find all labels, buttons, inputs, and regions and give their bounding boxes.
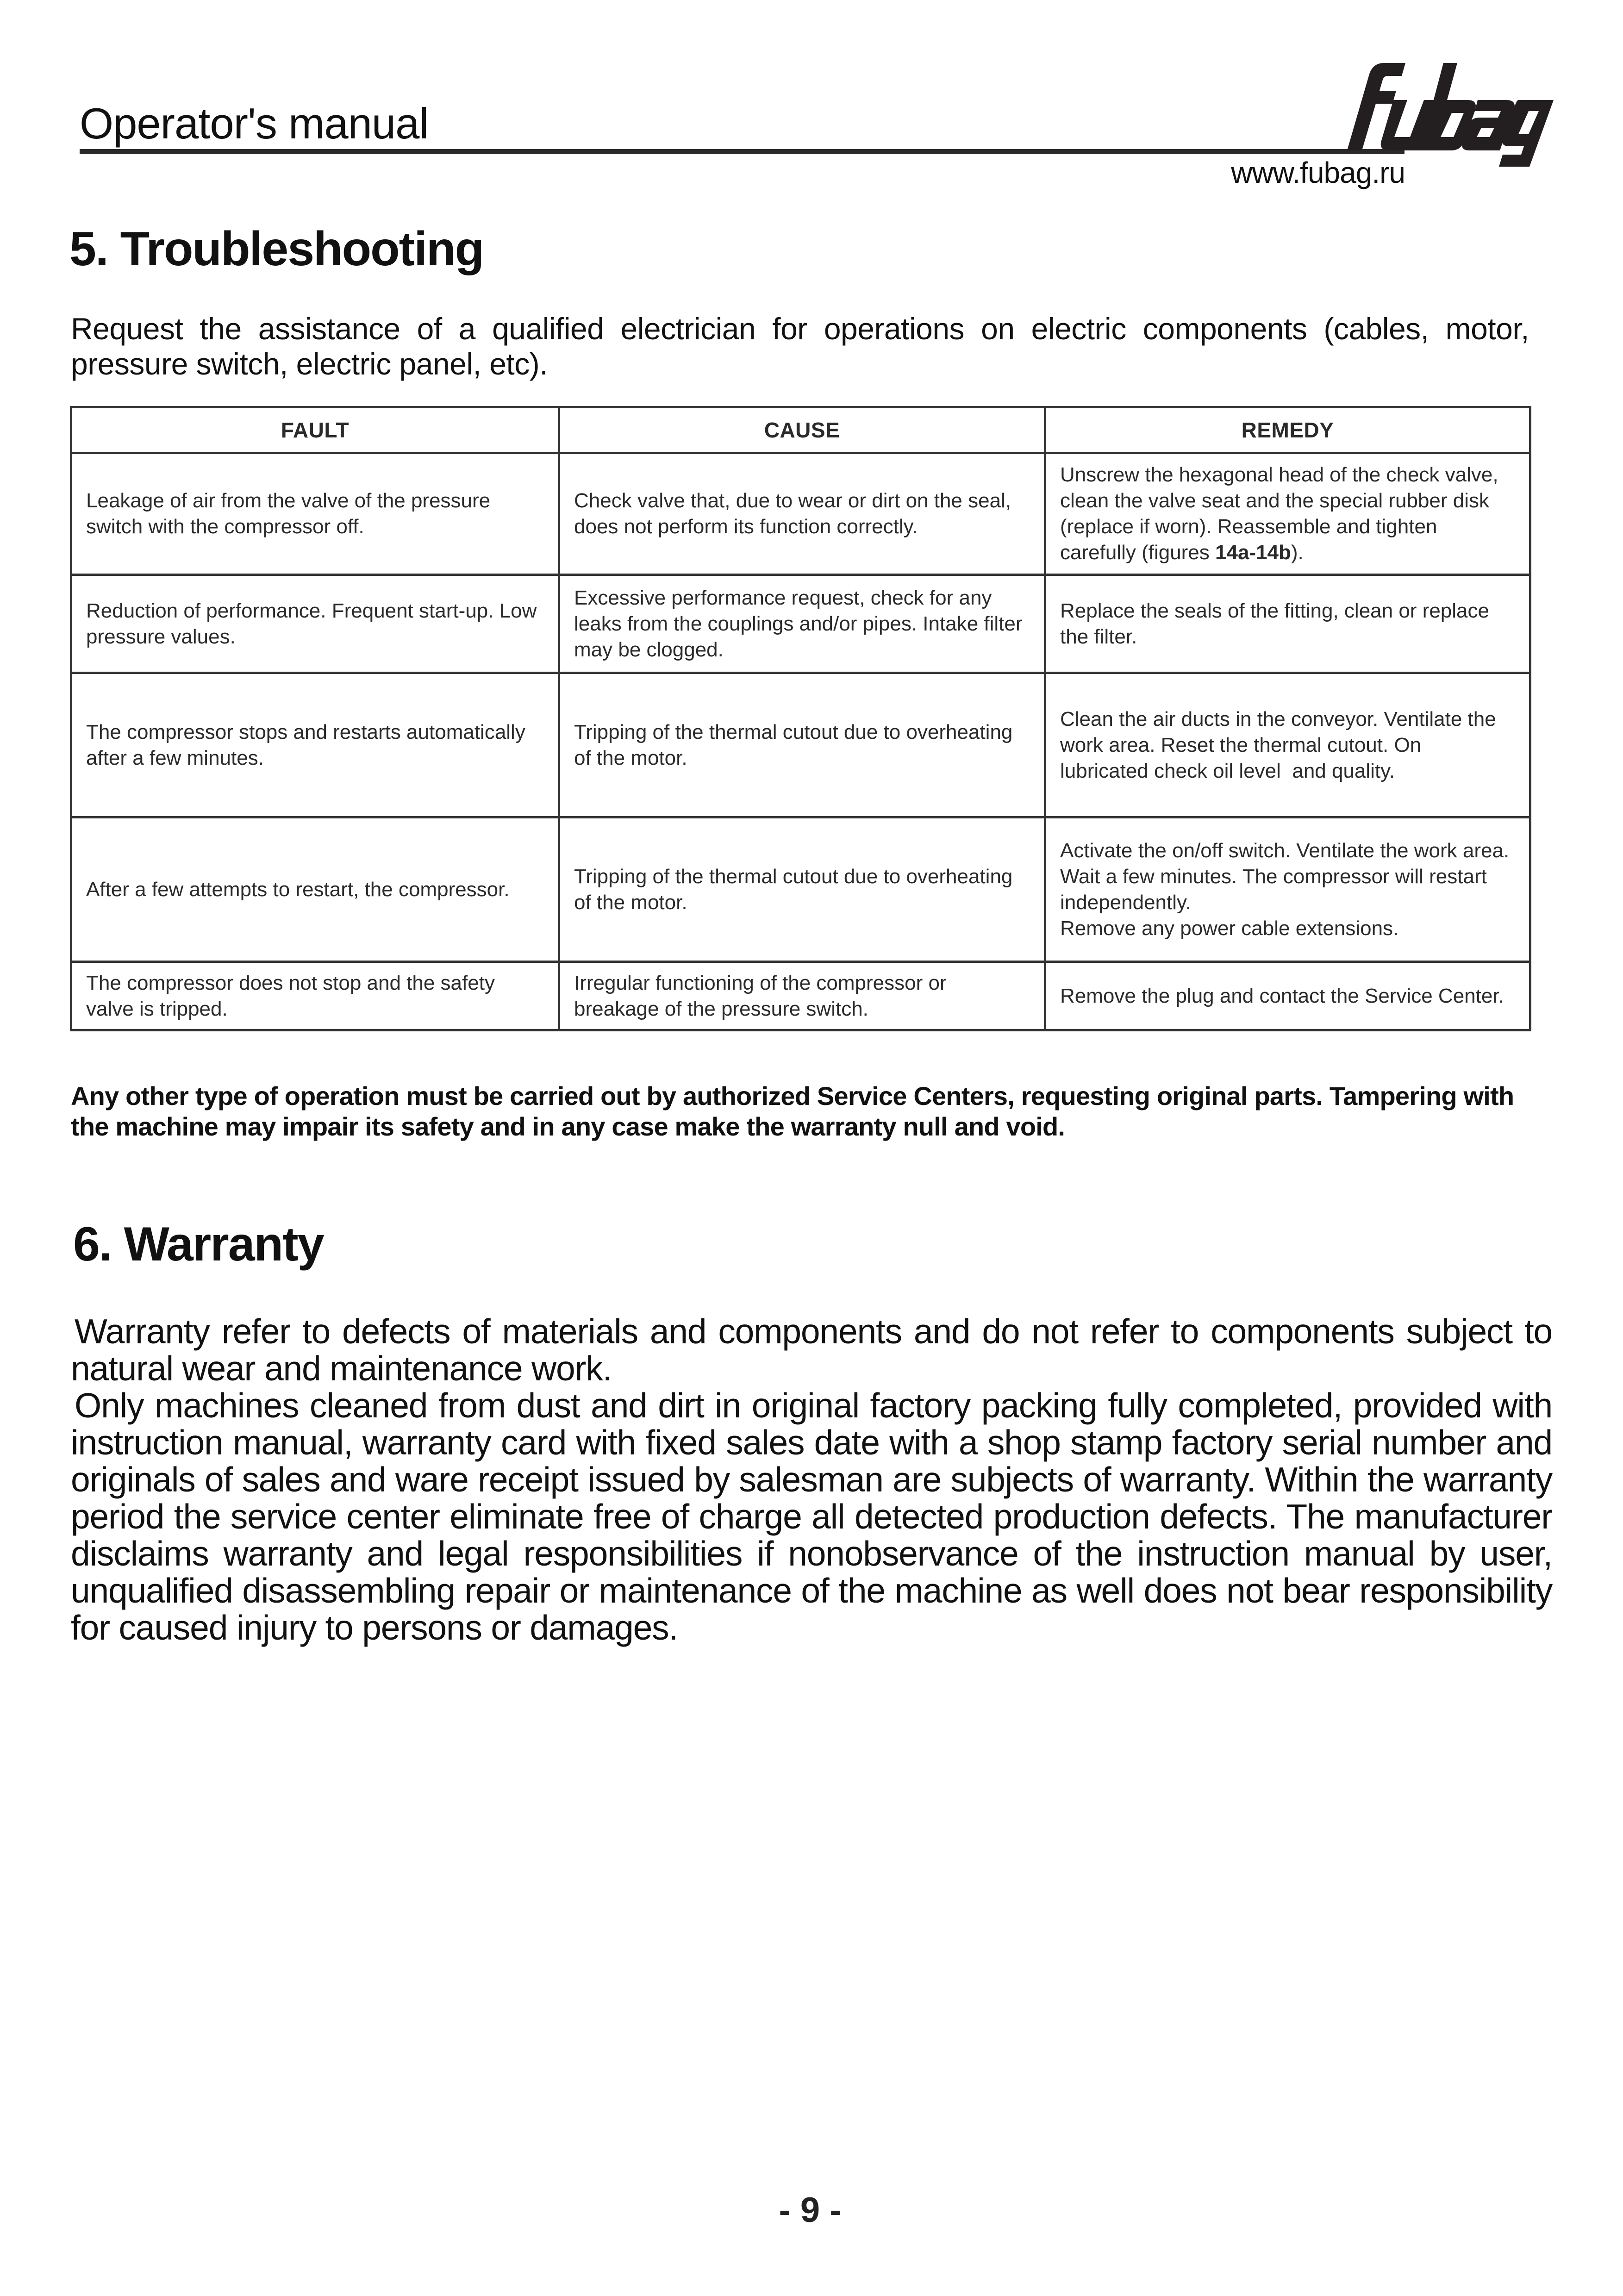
remedy-cell: Remove the plug and contact the Service Center. <box>1045 962 1530 1030</box>
table-row <box>71 453 1530 575</box>
warranty-paragraph: Warranty refer to defects of materials and components and do not refer to components subject to natural wear and maintenance work. <box>71 1312 1552 1388</box>
figure-reference: 14a-14b <box>1215 541 1291 564</box>
remedy-cell: Replace the seals of the fitting, clean or replace the filter. <box>1045 575 1530 673</box>
fubag-logo-icon <box>1315 56 1555 167</box>
cause-cell: Excessive performance request, check for any leaks from the couplings and/or pipes. Intake filter may be clogged. <box>559 575 1045 673</box>
section-title-warranty: 6. Warranty <box>73 1217 324 1271</box>
remedy-text-tail: ). <box>1291 541 1304 564</box>
column-header-fault: FAULT <box>71 407 559 453</box>
column-header-remedy: REMEDY <box>1045 407 1530 453</box>
header-divider <box>80 149 1405 154</box>
cause-cell: Tripping of the thermal cutout due to overheating of the motor. <box>559 673 1045 817</box>
table-row <box>71 962 1530 1030</box>
cause-cell: Irregular functioning of the compressor or breakage of the pressure switch. <box>559 962 1045 1030</box>
fault-cell: Reduction of performance. Frequent start-up. Low pressure values. <box>71 575 559 673</box>
cause-cell: Tripping of the thermal cutout due to overheating of the motor. <box>559 817 1045 962</box>
page-number: - 9 - <box>779 2190 842 2230</box>
column-header-cause: CAUSE <box>559 407 1045 453</box>
warranty-paragraph: Only machines cleaned from dust and dirt in original factory packing fully completed, provided with instruction manual, warranty card with fixed sales date with a shop stamp factory serial number and originals of sales and ware receipt issued by salesman are subjects of warranty. Within the warranty period the service center eliminate free of charge all detected production defects. The manufacturer disclaims warranty and legal responsibilities if nonobservance of the instruction manual by user, unqualified disassembling repair or maintenance of the machine as well does not bear responsibility for caused injury to persons or damages. <box>71 1386 1552 1647</box>
fault-cell: The compressor does not stop and the safety valve is tripped. <box>71 962 559 1030</box>
remedy-cell <box>1045 453 1530 575</box>
remedy-cell <box>1045 817 1530 962</box>
table-row <box>71 575 1530 673</box>
troubleshooting-intro: Request the assistance of a qualified electrician for operations on electric components (cables, motor, pressure switch, electric panel, etc). <box>71 312 1529 381</box>
remedy-cell: Clean the air ducts in the conveyor. Ventilate the work area. Reset the thermal cutout. On lubricated check oil level and quality. <box>1045 673 1530 817</box>
section-title-troubleshooting: 5. Troubleshooting <box>69 222 484 276</box>
table-header-row <box>71 407 1530 453</box>
troubleshooting-table <box>70 406 1531 1031</box>
remedy-text: Unscrew the hexagonal head of the check valve, clean the valve seat and the special rubber disk (replace if worn). Reassemble and tighten carefully (figures <box>1060 463 1498 564</box>
fault-cell: Leakage of air from the valve of the pressure switch with the compressor off. <box>71 453 559 575</box>
fault-cell: The compressor stops and restarts automatically after a few minutes. <box>71 673 559 817</box>
cause-cell: Check valve that, due to wear or dirt on the seal, does not perform its function correctly. <box>559 453 1045 575</box>
document-header-title: Operator's manual <box>80 99 429 148</box>
service-warning-note: Any other type of operation must be carried out by authorized Service Centers, requesting original parts. Tampering with the machine may impair its safety and in any case make the warranty null and void. <box>71 1081 1514 1141</box>
table-row <box>71 817 1530 962</box>
warranty-body <box>71 1313 1552 1646</box>
table-row <box>71 673 1530 817</box>
remedy-text: Activate the on/off switch. Ventilate the work area. Wait a few minutes. The compressor will restart independently. <box>1060 839 1510 914</box>
fault-cell: After a few attempts to restart, the compressor. <box>71 817 559 962</box>
website-url[interactable]: www.fubag.ru <box>1231 156 1405 189</box>
remedy-text-line2: Remove any power cable extensions. <box>1060 917 1399 940</box>
